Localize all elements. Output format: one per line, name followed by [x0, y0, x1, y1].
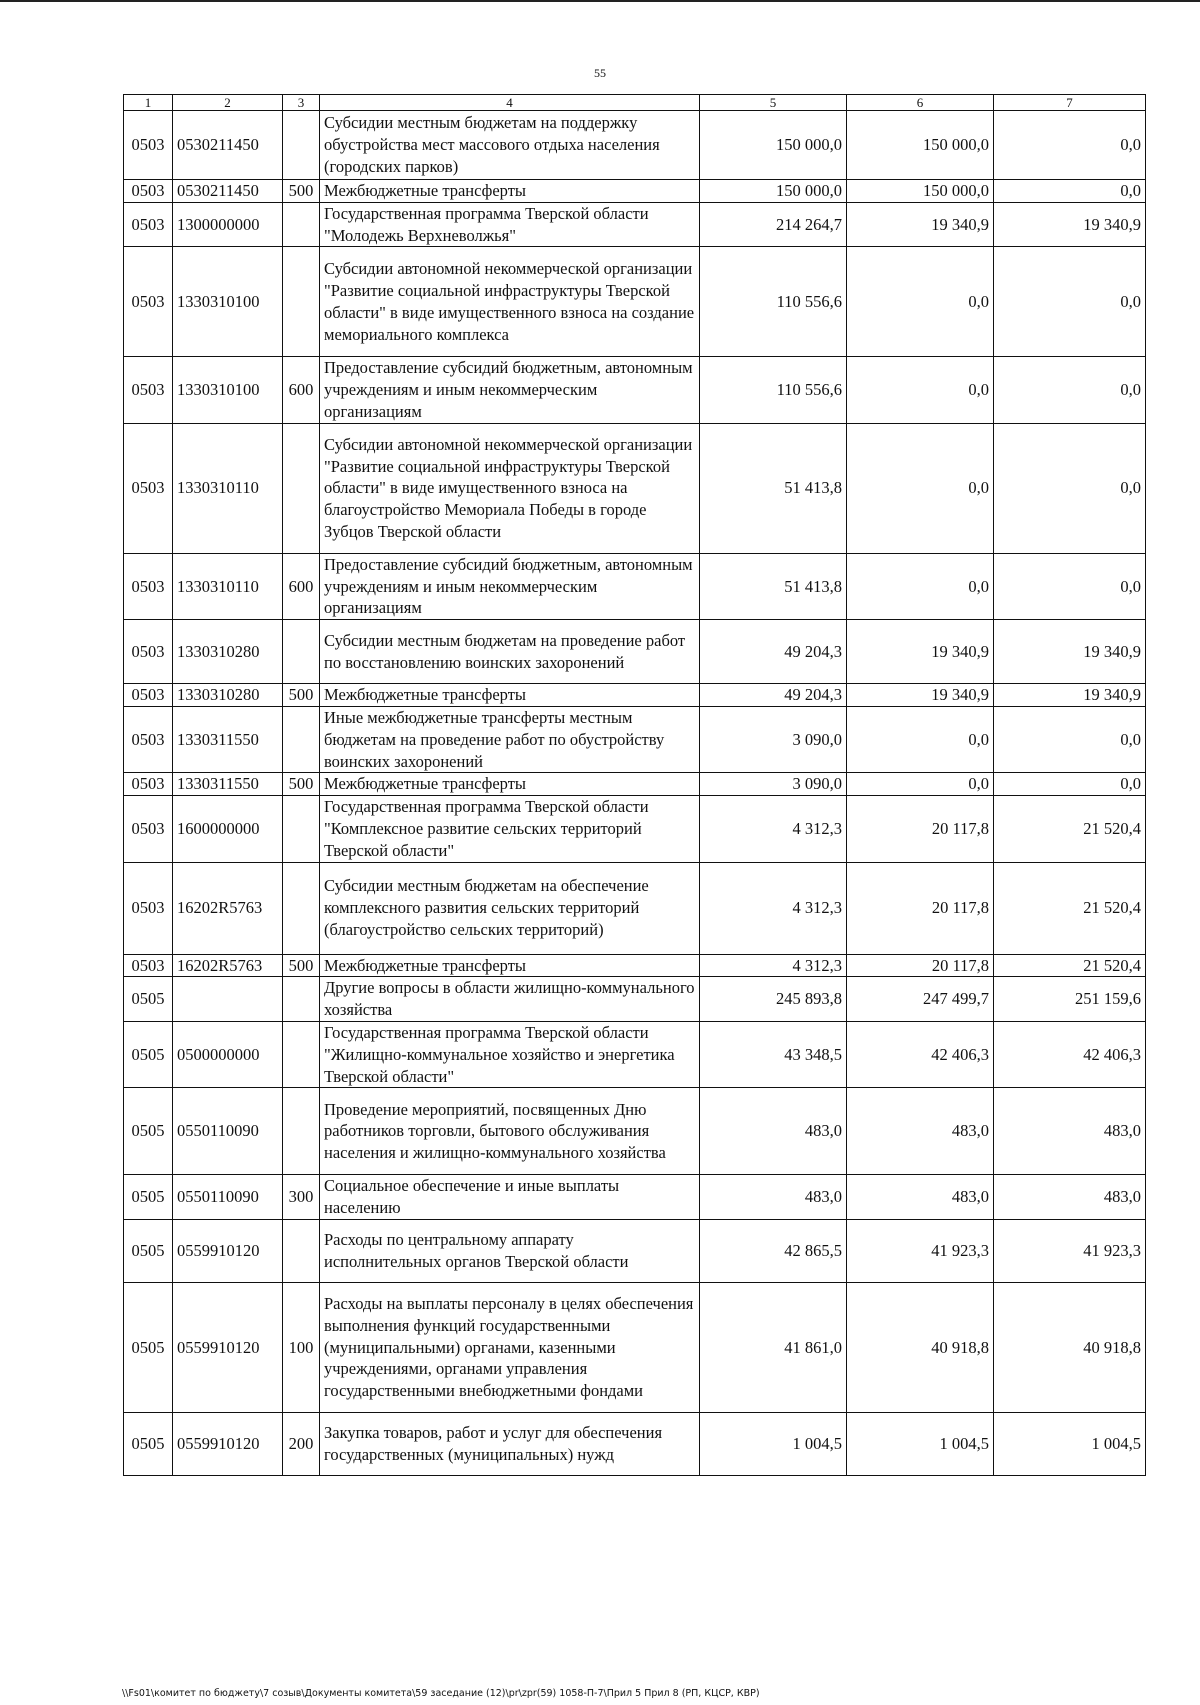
footer-file-path: \\Fs01\комитет по бюджету\7 созыв\Документы комитета\59 заседание (12)\pr\zpr(59) 1058-П-7\Прил 5 Прил 8 (РП, КЦСР, КВР) [122, 1688, 760, 1699]
cell-amount-3: 0,0 [994, 357, 1146, 423]
top-border-line [0, 0, 1200, 2]
cell-expense-type: 100 [283, 1282, 320, 1412]
cell-name: Расходы на выплаты персоналу в целях обеспечения выполнения функций государственными (муниципальными) органами, казенными учреждениями, органами управления государственными внебюджетными фондами [320, 1282, 700, 1412]
cell-amount-2: 19 340,9 [847, 684, 994, 707]
cell-section: 0505 [124, 1088, 173, 1175]
cell-section: 0503 [124, 773, 173, 796]
cell-amount-2: 0,0 [847, 247, 994, 357]
cell-section: 0503 [124, 247, 173, 357]
cell-amount-3: 0,0 [994, 553, 1146, 619]
cell-name: Межбюджетные трансферты [320, 954, 700, 977]
cell-name: Расходы по центральному аппарату исполнительных органов Тверской области [320, 1219, 700, 1282]
table-row [124, 1175, 1146, 1220]
cell-amount-3: 21 520,4 [994, 862, 1146, 954]
cell-target-item: 1330310280 [173, 620, 283, 684]
table-row [124, 684, 1146, 707]
cell-expense-type [283, 202, 320, 247]
cell-amount-2: 483,0 [847, 1175, 994, 1220]
cell-amount-3: 0,0 [994, 180, 1146, 203]
cell-amount-2: 19 340,9 [847, 202, 994, 247]
cell-amount-1: 3 090,0 [700, 706, 847, 772]
cell-expense-type [283, 977, 320, 1022]
table-row [124, 977, 1146, 1022]
cell-amount-2: 0,0 [847, 706, 994, 772]
cell-section: 0503 [124, 620, 173, 684]
table-row [124, 1219, 1146, 1282]
cell-target-item: 1330310100 [173, 247, 283, 357]
table-row [124, 111, 1146, 180]
cell-amount-3: 0,0 [994, 247, 1146, 357]
cell-target-item: 1330310100 [173, 357, 283, 423]
cell-target-item: 0550110090 [173, 1175, 283, 1220]
cell-amount-2: 0,0 [847, 773, 994, 796]
cell-target-item: 1330310110 [173, 423, 283, 553]
cell-expense-type [283, 1088, 320, 1175]
cell-expense-type: 500 [283, 684, 320, 707]
cell-amount-2: 0,0 [847, 357, 994, 423]
cell-amount-1: 483,0 [700, 1175, 847, 1220]
table-row [124, 357, 1146, 423]
cell-target-item: 0559910120 [173, 1219, 283, 1282]
cell-expense-type: 300 [283, 1175, 320, 1220]
cell-amount-2: 20 117,8 [847, 796, 994, 862]
cell-section: 0503 [124, 954, 173, 977]
table-row [124, 706, 1146, 772]
cell-expense-type: 200 [283, 1412, 320, 1475]
col-header-amount-1: 5 [700, 95, 847, 111]
cell-amount-2: 40 918,8 [847, 1282, 994, 1412]
cell-amount-2: 0,0 [847, 423, 994, 553]
cell-amount-1: 150 000,0 [700, 180, 847, 203]
cell-amount-3: 19 340,9 [994, 620, 1146, 684]
cell-target-item: 0500000000 [173, 1021, 283, 1087]
cell-amount-1: 4 312,3 [700, 862, 847, 954]
cell-amount-1: 150 000,0 [700, 111, 847, 180]
cell-name: Социальное обеспечение и иные выплаты населению [320, 1175, 700, 1220]
table-row [124, 796, 1146, 862]
cell-name: Предоставление субсидий бюджетным, автономным учреждениям и иным некоммерческим организациям [320, 553, 700, 619]
cell-section: 0505 [124, 1282, 173, 1412]
cell-amount-1: 49 204,3 [700, 684, 847, 707]
cell-expense-type [283, 620, 320, 684]
cell-section: 0503 [124, 553, 173, 619]
cell-amount-3: 0,0 [994, 423, 1146, 553]
cell-amount-1: 110 556,6 [700, 247, 847, 357]
cell-target-item: 1600000000 [173, 796, 283, 862]
cell-expense-type: 500 [283, 180, 320, 203]
cell-expense-type [283, 247, 320, 357]
cell-amount-3: 251 159,6 [994, 977, 1146, 1022]
cell-amount-3: 42 406,3 [994, 1021, 1146, 1087]
cell-amount-1: 42 865,5 [700, 1219, 847, 1282]
cell-amount-3: 19 340,9 [994, 202, 1146, 247]
page-number: 55 [594, 66, 606, 80]
cell-section: 0505 [124, 977, 173, 1022]
cell-section: 0503 [124, 684, 173, 707]
cell-target-item: 16202R5763 [173, 954, 283, 977]
cell-amount-2: 247 499,7 [847, 977, 994, 1022]
cell-amount-3: 21 520,4 [994, 796, 1146, 862]
cell-amount-1: 4 312,3 [700, 954, 847, 977]
cell-amount-2: 20 117,8 [847, 862, 994, 954]
cell-target-item: 16202R5763 [173, 862, 283, 954]
col-header-amount-3: 7 [994, 95, 1146, 111]
cell-name: Закупка товаров, работ и услуг для обеспечения государственных (муниципальных) нужд [320, 1412, 700, 1475]
cell-amount-1: 4 312,3 [700, 796, 847, 862]
cell-section: 0505 [124, 1021, 173, 1087]
cell-name: Иные межбюджетные трансферты местным бюджетам на проведение работ по обустройству воинских захоронений [320, 706, 700, 772]
cell-amount-3: 0,0 [994, 773, 1146, 796]
cell-expense-type [283, 706, 320, 772]
cell-amount-2: 20 117,8 [847, 954, 994, 977]
cell-name: Межбюджетные трансферты [320, 684, 700, 707]
cell-amount-3: 19 340,9 [994, 684, 1146, 707]
cell-target-item: 1300000000 [173, 202, 283, 247]
table-row [124, 1412, 1146, 1475]
col-header-section: 1 [124, 95, 173, 111]
cell-amount-2: 19 340,9 [847, 620, 994, 684]
cell-name: Субсидии местным бюджетам на поддержку обустройства мест массового отдыха населения (городских парков) [320, 111, 700, 180]
cell-section: 0503 [124, 202, 173, 247]
cell-amount-2: 483,0 [847, 1088, 994, 1175]
cell-target-item: 1330311550 [173, 706, 283, 772]
cell-section: 0503 [124, 111, 173, 180]
cell-amount-3: 40 918,8 [994, 1282, 1146, 1412]
cell-expense-type [283, 796, 320, 862]
cell-section: 0503 [124, 796, 173, 862]
cell-amount-1: 483,0 [700, 1088, 847, 1175]
cell-expense-type [283, 423, 320, 553]
cell-target-item: 1330310110 [173, 553, 283, 619]
cell-name: Проведение мероприятий, посвященных Дню работников торговли, бытового обслуживания населения и жилищно-коммунального хозяйства [320, 1088, 700, 1175]
table-row [124, 862, 1146, 954]
table-row [124, 620, 1146, 684]
cell-amount-1: 41 861,0 [700, 1282, 847, 1412]
cell-section: 0503 [124, 706, 173, 772]
cell-target-item [173, 977, 283, 1022]
cell-amount-2: 0,0 [847, 553, 994, 619]
cell-amount-3: 1 004,5 [994, 1412, 1146, 1475]
cell-name: Государственная программа Тверской области "Комплексное развитие сельских территорий Тверской области" [320, 796, 700, 862]
cell-target-item: 0559910120 [173, 1282, 283, 1412]
cell-amount-3: 483,0 [994, 1175, 1146, 1220]
col-header-amount-2: 6 [847, 95, 994, 111]
cell-amount-2: 41 923,3 [847, 1219, 994, 1282]
col-header-name: 4 [320, 95, 700, 111]
cell-target-item: 0550110090 [173, 1088, 283, 1175]
table-row [124, 773, 1146, 796]
cell-amount-1: 245 893,8 [700, 977, 847, 1022]
cell-amount-3: 21 520,4 [994, 954, 1146, 977]
cell-amount-2: 150 000,0 [847, 180, 994, 203]
table-row [124, 1021, 1146, 1087]
cell-amount-3: 41 923,3 [994, 1219, 1146, 1282]
cell-name: Государственная программа Тверской области "Жилищно-коммунальное хозяйство и энергетика Тверской области" [320, 1021, 700, 1087]
col-header-target-item: 2 [173, 95, 283, 111]
cell-amount-3: 0,0 [994, 111, 1146, 180]
cell-amount-2: 150 000,0 [847, 111, 994, 180]
cell-amount-1: 43 348,5 [700, 1021, 847, 1087]
budget-table [123, 94, 1146, 1476]
cell-name: Межбюджетные трансферты [320, 180, 700, 203]
cell-section: 0503 [124, 357, 173, 423]
cell-expense-type [283, 111, 320, 180]
cell-amount-1: 110 556,6 [700, 357, 847, 423]
cell-amount-1: 1 004,5 [700, 1412, 847, 1475]
table-row [124, 1088, 1146, 1175]
cell-amount-1: 51 413,8 [700, 553, 847, 619]
header-row [124, 95, 1146, 111]
cell-name: Субсидии местным бюджетам на обеспечение комплексного развития сельских территорий (благоустройство сельских территорий) [320, 862, 700, 954]
cell-name: Другие вопросы в области жилищно-коммунального хозяйства [320, 977, 700, 1022]
cell-amount-2: 1 004,5 [847, 1412, 994, 1475]
cell-amount-1: 3 090,0 [700, 773, 847, 796]
table-row [124, 1282, 1146, 1412]
cell-expense-type: 500 [283, 773, 320, 796]
cell-amount-1: 214 264,7 [700, 202, 847, 247]
cell-amount-1: 49 204,3 [700, 620, 847, 684]
cell-expense-type [283, 1219, 320, 1282]
table-row [124, 180, 1146, 203]
table-row [124, 954, 1146, 977]
cell-section: 0503 [124, 423, 173, 553]
table-row [124, 423, 1146, 553]
cell-amount-2: 42 406,3 [847, 1021, 994, 1087]
cell-target-item: 1330311550 [173, 773, 283, 796]
cell-section: 0505 [124, 1175, 173, 1220]
cell-expense-type [283, 1021, 320, 1087]
cell-name: Межбюджетные трансферты [320, 773, 700, 796]
cell-expense-type: 500 [283, 954, 320, 977]
cell-target-item: 0559910120 [173, 1412, 283, 1475]
cell-expense-type [283, 862, 320, 954]
cell-target-item: 0530211450 [173, 180, 283, 203]
cell-target-item: 1330310280 [173, 684, 283, 707]
cell-amount-3: 0,0 [994, 706, 1146, 772]
cell-amount-3: 483,0 [994, 1088, 1146, 1175]
cell-amount-1: 51 413,8 [700, 423, 847, 553]
cell-name: Государственная программа Тверской области "Молодежь Верхневолжья" [320, 202, 700, 247]
cell-name: Субсидии автономной некоммерческой организации "Развитие социальной инфраструктуры Тверской области" в виде имущественного взноса на создание мемориального комплекса [320, 247, 700, 357]
cell-name: Субсидии автономной некоммерческой организации "Развитие социальной инфраструктуры Тверской области" в виде имущественного взноса на благоустройство Мемориала Победы в городе Зубцов Тверской области [320, 423, 700, 553]
cell-expense-type: 600 [283, 553, 320, 619]
col-header-expense-type: 3 [283, 95, 320, 111]
cell-section: 0505 [124, 1412, 173, 1475]
cell-section: 0503 [124, 862, 173, 954]
cell-name: Предоставление субсидий бюджетным, автономным учреждениям и иным некоммерческим организациям [320, 357, 700, 423]
cell-section: 0503 [124, 180, 173, 203]
table-row [124, 553, 1146, 619]
cell-target-item: 0530211450 [173, 111, 283, 180]
cell-section: 0505 [124, 1219, 173, 1282]
cell-name: Субсидии местным бюджетам на проведение работ по восстановлению воинских захоронений [320, 620, 700, 684]
table-row [124, 202, 1146, 247]
table-row [124, 247, 1146, 357]
cell-expense-type: 600 [283, 357, 320, 423]
